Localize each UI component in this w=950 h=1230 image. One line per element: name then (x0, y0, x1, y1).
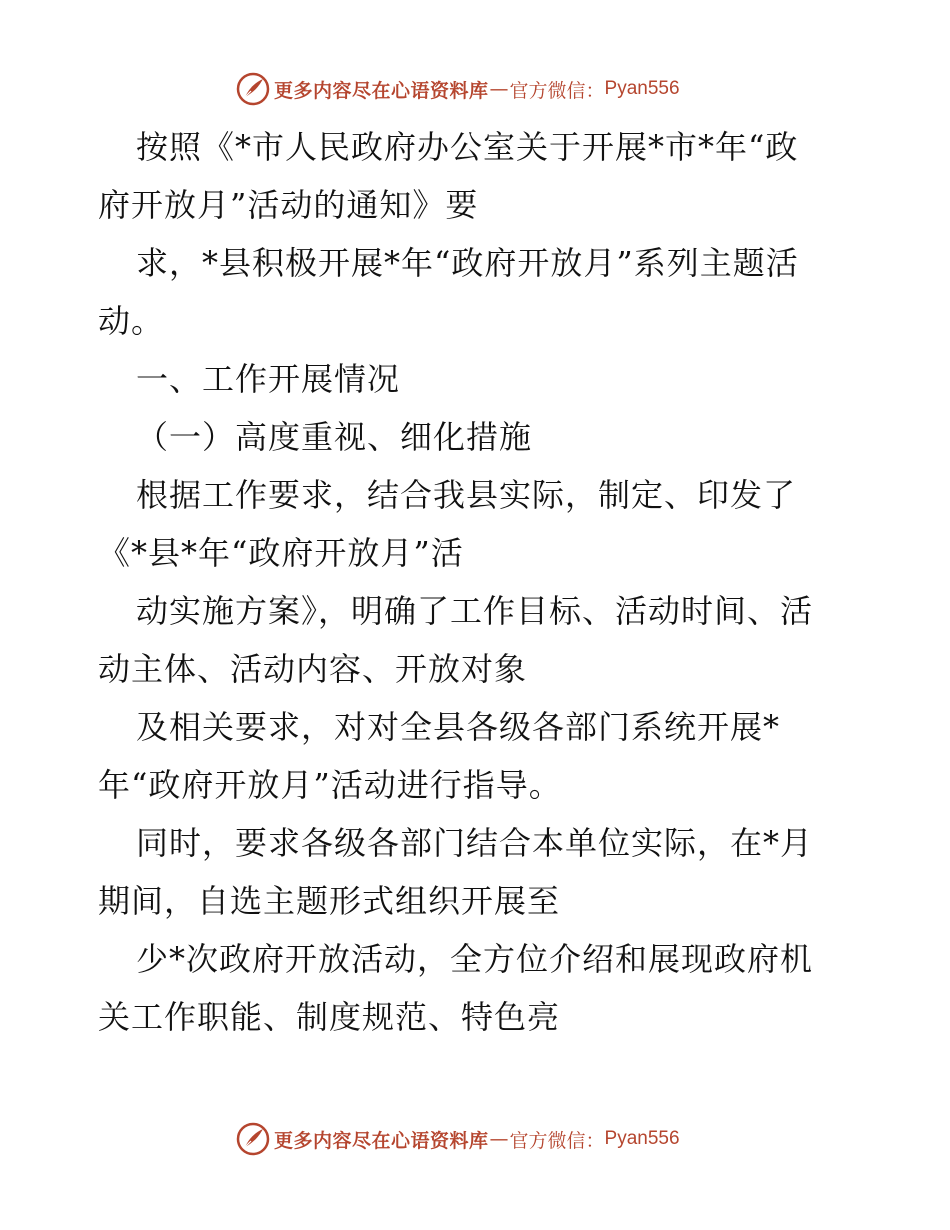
header-watermark-banner (236, 72, 680, 106)
paragraph-line: 关工作职能、制度规范、特色亮 (98, 998, 561, 1036)
paragraph-line: 动。 (98, 302, 165, 340)
feather-pen-icon (236, 1122, 270, 1156)
paragraph-line: 期间，自选主题形式组织开展至 (98, 882, 561, 920)
paragraph-line: 年“政府开放月”活动进行指导。 (98, 766, 562, 804)
paragraph-line: 及相关要求，对对全县各级各部门系统开展* (136, 708, 781, 746)
paragraph-line: 求，*县积极开展*年“政府开放月”系列主题活 (136, 244, 799, 282)
section-heading: 一、工作开展情况 (136, 360, 401, 398)
paragraph-line: 少*次政府开放活动，全方位介绍和展现政府机 (136, 940, 814, 978)
watermark-wechat-id: Pyan556 (604, 78, 680, 99)
watermark-wechat-label: 官方微信： (509, 79, 605, 102)
watermark-wechat-label: 官方微信： (509, 1129, 605, 1152)
watermark-wechat-id: Pyan556 (604, 1128, 680, 1149)
subsection-heading: （一）高度重视、细化措施 (136, 418, 533, 456)
watermark-separator: — (489, 1128, 509, 1150)
feather-pen-icon (236, 72, 270, 106)
footer-watermark-banner (236, 1122, 680, 1156)
watermark-separator: — (489, 78, 509, 100)
watermark-site-text: 更多内容尽在心语资料库 (274, 79, 489, 102)
paragraph-line: 动实施方案》，明确了工作目标、活动时间、活 (136, 592, 814, 630)
paragraph-line: 动主体、活动内容、开放对象 (98, 650, 528, 688)
paragraph-line: 同时，要求各级各部门结合本单位实际，在*月 (136, 824, 814, 862)
paragraph-line: 府开放月”活动的通知》要 (98, 186, 479, 224)
paragraph-line: 《*县*年“政府开放月”活 (98, 534, 464, 572)
watermark-site-text: 更多内容尽在心语资料库 (274, 1129, 489, 1152)
paragraph-line: 按照《*市人民政府办公室关于开展*市*年“政 (136, 128, 799, 166)
paragraph-line: 根据工作要求，结合我县实际，制定、印发了 (136, 476, 797, 514)
